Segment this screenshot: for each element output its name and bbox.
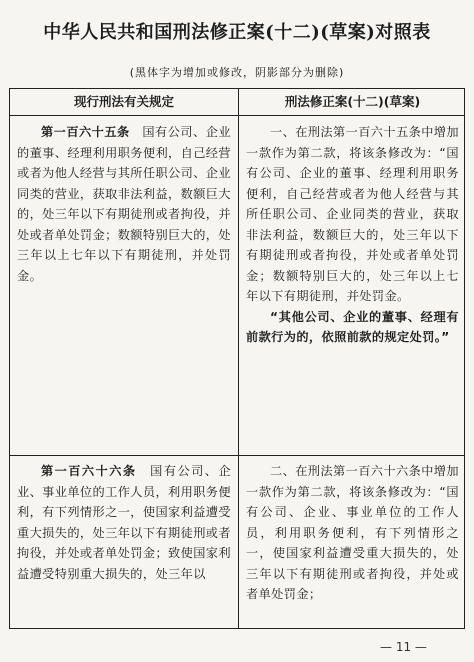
article-165-label: 第一百六十五条: [41, 125, 130, 139]
row1-left-cell: [17, 122, 231, 286]
column-divider: [238, 89, 239, 628]
amendment-1-text: 一、在刑法第一百六十五条中增加一款作为第二款，将该条修改为：“国有公司、企业的董事、经理利用职务便利，自己经营或者为他人经营与其所任职公司、企业同类的营业，获取非法利益，数额巨大的，处三年以下有期徒刑或者拘役，并处或者单处罚金；数额特别巨大的，处三年以上七年以下有期徒刑，并处罚金。: [246, 125, 459, 303]
page-number: — 11 —: [380, 640, 427, 654]
article-166-text: 国有公司、企业、事业单位的工作人员，利用职务便利，有下列情形之一，使国家利益遭受重大损失的，处三年以下有期徒刑或者拘役，并处或者单处罚金；致使国家利益遭受特别重大损失的，处三年以: [17, 464, 231, 581]
document-title: 中华人民共和国刑法修正案(十二)(草案)对照表: [43, 22, 431, 43]
header-divider: [10, 115, 464, 116]
row-divider: [10, 455, 464, 456]
row2-left-cell: [17, 461, 231, 584]
left-column-header: 现行刑法有关规定: [73, 94, 174, 109]
right-column-header: 刑法修正案(十二)(草案): [284, 94, 421, 109]
row1-right-cell: [246, 122, 459, 348]
document-subtitle: (黑体字为增加或修改，阴影部分为删除): [129, 66, 345, 79]
row2-right-cell: [246, 461, 459, 605]
article-165-text: 国有公司、企业的董事、经理利用职务便利，自己经营或者为他人经营与其所任职公司、企业同类的营业，获取非法利益，数额巨大的，处三年以下有期徒刑或者拘役，并处或者单处罚金；数额特别巨大的，处三年以上七年以下有期徒刑，并处罚金。: [17, 125, 231, 283]
amendment-2-text: 二、在刑法第一百六十六条中增加一款作为第二款，将该条修改为：“国有公司、企业、事业单位的工作人员，利用职务便利，有下列情形之一，使国家利益遭受重大损失的，处三年以下有期徒刑或者拘役，并处或者单处罚金；: [246, 464, 459, 601]
article-166-label: 第一百六十六条: [41, 464, 137, 478]
comparison-table: [9, 88, 465, 629]
amendment-1-new-paragraph: “其他公司、企业的董事、经理有前款行为的，依照前款的规定处罚。”: [246, 309, 459, 344]
